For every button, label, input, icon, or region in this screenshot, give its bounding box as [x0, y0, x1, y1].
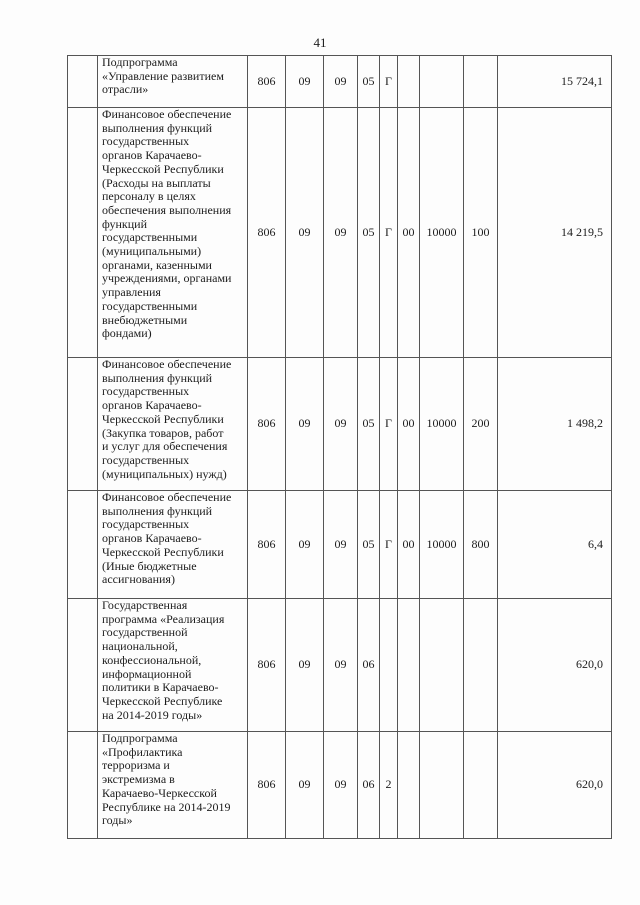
program-code-cell: 05 — [358, 358, 380, 491]
subsection-code-cell: 09 — [324, 599, 358, 732]
row-number-cell — [68, 56, 98, 108]
direction-code-cell — [420, 599, 464, 732]
expense-type-cell — [464, 599, 498, 732]
subsection-code-cell: 09 — [324, 108, 358, 358]
row-number-cell — [68, 491, 98, 599]
table-row — [68, 358, 612, 491]
program-code-cell: 06 — [358, 599, 380, 732]
section-code-cell: 09 — [286, 599, 324, 732]
event-code-cell: 00 — [398, 491, 420, 599]
subprogram-code-cell: Г — [380, 56, 398, 108]
ministry-code-cell: 806 — [248, 732, 286, 839]
program-code-cell: 06 — [358, 732, 380, 839]
expense-type-cell: 100 — [464, 108, 498, 358]
subprogram-code-cell: 2 — [380, 732, 398, 839]
amount-cell: 620,0 — [498, 732, 612, 839]
subsection-code-cell: 09 — [324, 732, 358, 839]
program-code-cell: 05 — [358, 491, 380, 599]
subprogram-code-cell — [380, 599, 398, 732]
budget-table — [67, 55, 612, 839]
expense-type-cell — [464, 56, 498, 108]
item-name-cell: Финансовое обеспечение выполнения функций государственных органов Карачаево- Черкесской Республики (Закупка товаров, работ и услуг для обеспечения государственных (муниципальных) нужд) — [98, 358, 248, 491]
subprogram-code-cell: Г — [380, 358, 398, 491]
table-row — [68, 491, 612, 599]
section-code-cell: 09 — [286, 491, 324, 599]
table-row — [68, 732, 612, 839]
amount-cell: 14 219,5 — [498, 108, 612, 358]
item-name-cell: Подпрограмма «Профилактика терроризма и экстремизма в Карачаево-Черкесской Республике на 2014-2019 годы» — [98, 732, 248, 839]
table-row — [68, 108, 612, 358]
program-code-cell: 05 — [358, 108, 380, 358]
direction-code-cell — [420, 732, 464, 839]
program-code-cell: 05 — [358, 56, 380, 108]
direction-code-cell — [420, 56, 464, 108]
table-body — [68, 56, 612, 839]
ministry-code-cell: 806 — [248, 56, 286, 108]
event-code-cell — [398, 732, 420, 839]
expense-type-cell: 200 — [464, 358, 498, 491]
event-code-cell: 00 — [398, 358, 420, 491]
ministry-code-cell: 806 — [248, 491, 286, 599]
ministry-code-cell: 806 — [248, 358, 286, 491]
row-number-cell — [68, 108, 98, 358]
event-code-cell: 00 — [398, 108, 420, 358]
amount-cell: 6,4 — [498, 491, 612, 599]
amount-cell: 620,0 — [498, 599, 612, 732]
subsection-code-cell: 09 — [324, 491, 358, 599]
expense-type-cell: 800 — [464, 491, 498, 599]
page-number: 41 — [313, 35, 327, 50]
subprogram-code-cell: Г — [380, 491, 398, 599]
row-number-cell — [68, 732, 98, 839]
event-code-cell — [398, 599, 420, 732]
direction-code-cell: 10000 — [420, 108, 464, 358]
amount-cell: 1 498,2 — [498, 358, 612, 491]
section-code-cell: 09 — [286, 358, 324, 491]
ministry-code-cell: 806 — [248, 108, 286, 358]
subsection-code-cell: 09 — [324, 56, 358, 108]
direction-code-cell: 10000 — [420, 491, 464, 599]
section-code-cell: 09 — [286, 56, 324, 108]
table-row — [68, 599, 612, 732]
item-name-cell: Государственная программа «Реализация государственной национальной, конфессиональной, информационной политики в Карачаево- Черкесской Республике на 2014-2019 годы» — [98, 599, 248, 732]
expense-type-cell — [464, 732, 498, 839]
row-number-cell — [68, 358, 98, 491]
item-name-cell: Подпрограмма «Управление развитием отрасли» — [98, 56, 248, 108]
subprogram-code-cell: Г — [380, 108, 398, 358]
row-number-cell — [68, 599, 98, 732]
section-code-cell: 09 — [286, 732, 324, 839]
direction-code-cell: 10000 — [420, 358, 464, 491]
item-name-cell: Финансовое обеспечение выполнения функций государственных органов Карачаево- Черкесской Республики (Иные бюджетные ассигнования) — [98, 491, 248, 599]
subsection-code-cell: 09 — [324, 358, 358, 491]
section-code-cell: 09 — [286, 108, 324, 358]
ministry-code-cell: 806 — [248, 599, 286, 732]
amount-cell: 15 724,1 — [498, 56, 612, 108]
table-row — [68, 56, 612, 108]
item-name-cell: Финансовое обеспечение выполнения функций государственных органов Карачаево- Черкесской Республики (Расходы на выплаты персоналу в целях обеспечения выполнения функций государственными (муниципальными) органами, казенными учреждениями, органами управления государственными внебюджетными фондами) — [98, 108, 248, 358]
event-code-cell — [398, 56, 420, 108]
